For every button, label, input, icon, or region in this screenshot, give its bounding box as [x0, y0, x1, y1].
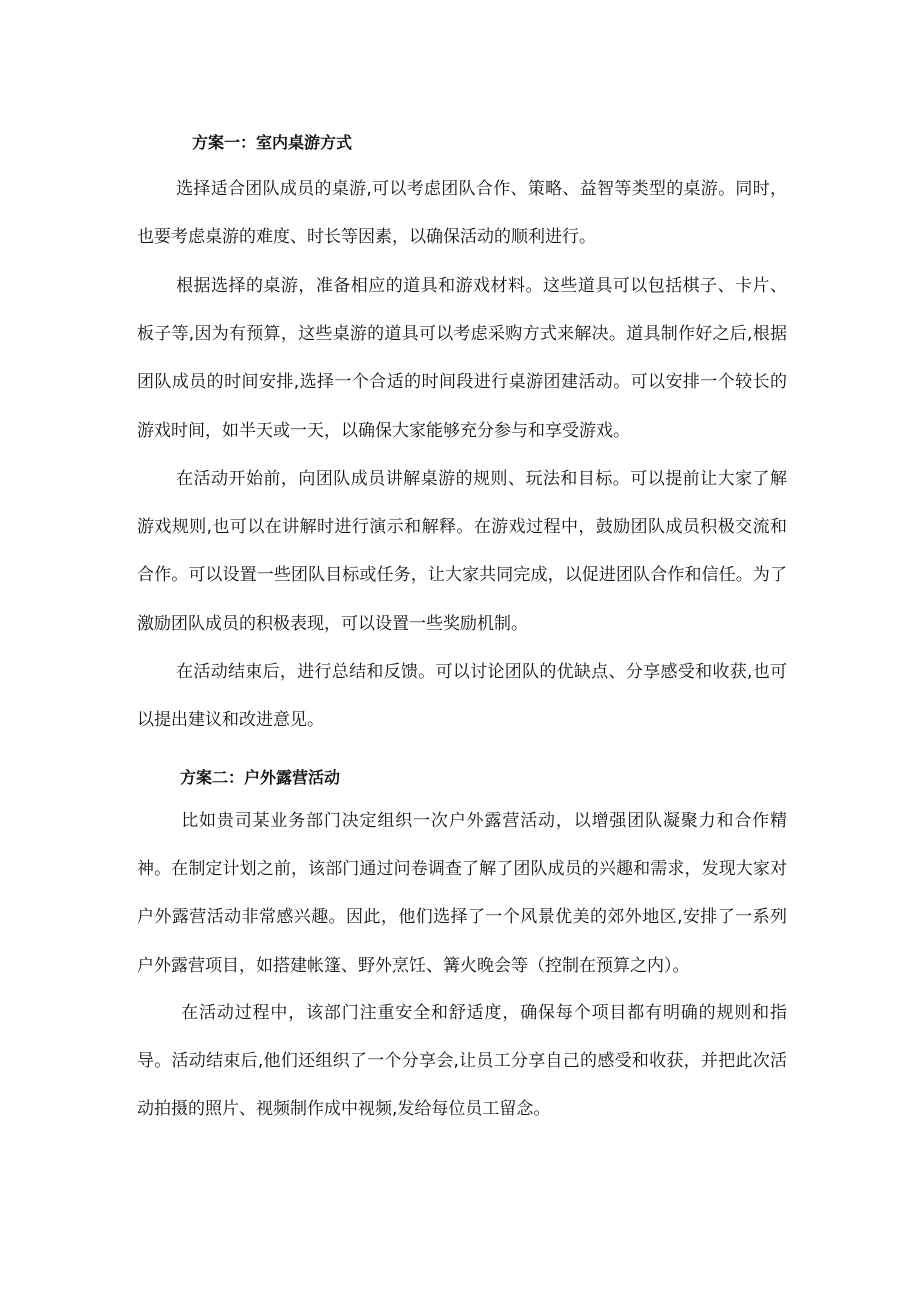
plan1-paragraph-4: 在活动结束后，进行总结和反馈。可以讨论团队的优缺点、分享感受和收获,也可以提出建议和改进意见。	[137, 662, 787, 731]
plan1-paragraph-2: 根据选择的桌游，准备相应的道具和游戏材料。这些道具可以包括棋子、卡片、板子等,因为有预算，这些桌游的道具可以考虑采购方式来解决。道具制作好之后,根据团队成员的时间安排,选择一个合适的时间段进行桌游团建活动。可以安排一个较长的游戏时间，如半天或一天，以确保大家能够充分参与和享受游戏。	[137, 276, 787, 441]
plan2-paragraph-1: 比如贵司某业务部门决定组织一次户外露营活动，以增强团队凝聚力和合作精神。在制定计划之前，该部门通过问卷调查了解了团队成员的兴趣和需求，发现大家对户外露营活动非常感兴趣。因此，他们选择了一个风景优美的郊外地区,安排了一系列户外露营项目，如搭建帐篷、野外烹饪、篝火晚会等（控制在预算之内）。	[137, 811, 787, 976]
plan2-heading: 方案二：户外露营活动	[180, 768, 341, 787]
plan1-heading: 方案一：室内桌游方式	[192, 133, 353, 152]
plan1-paragraph-1: 选择适合团队成员的桌游,可以考虑团队合作、策略、益智等类型的桌游。同时，也要考虑桌游的难度、时长等因素，以确保活动的顺利进行。	[137, 179, 787, 248]
plan1-paragraph-3: 在活动开始前，向团队成员讲解桌游的规则、玩法和目标。可以提前让大家了解游戏规则,也可以在讲解时进行演示和解释。在游戏过程中，鼓励团队成员积极交流和合作。可以设置一些团队目标或任务，让大家共同完成，以促进团队合作和信任。为了激励团队成员的积极表现，可以设置一些奖励机制。	[137, 469, 787, 634]
plan2-paragraph-2: 在活动过程中，该部门注重安全和舒适度，确保每个项目都有明确的规则和指导。活动结束后,他们还组织了一个分享会,让员工分享自己的感受和收获，并把此次活动拍摄的照片、视频制作成中视频,发给每位员工留念。	[137, 1003, 787, 1120]
